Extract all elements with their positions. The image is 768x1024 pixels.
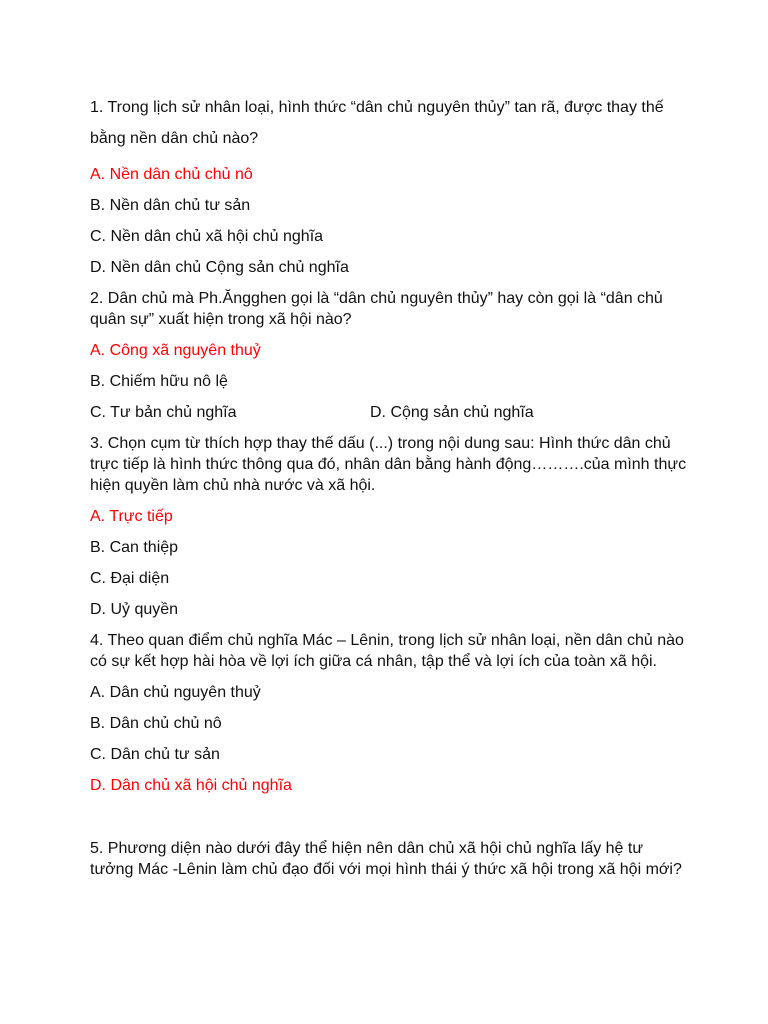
question-3-option-a: A. Trực tiếp [90,508,173,525]
question-1-option-c: C. Nền dân chủ xã hội chủ nghĩa [90,228,324,245]
question-2-option-d: D. Cộng sản chủ nghĩa [370,404,534,421]
question-5-prompt: 5. Phương diện nào dưới đây thể hiện nên dân chủ xã hội chủ nghĩa lấy hệ tư tưởng Mác -Lênin làm chủ đạo đối với mọi hình thái ý thức xã hội trong xã hội mới? [90,840,682,878]
question-4-prompt: 4. Theo quan điểm chủ nghĩa Mác – Lênin, trong lịch sử nhân loại, nền dân chủ nào có sự kết hợp hài hòa về lợi ích giữa cá nhân, tập thể và lợi ích của toàn xã hội. [90,632,684,670]
question-3-option-c: C. Đại diện [90,570,170,587]
question-2-options-row [90,402,690,423]
question-2-prompt: 2. Dân chủ mà Ph.Ăngghen gọi là “dân chủ nguyên thủy” hay còn gọi là “dân chủ quân sự” xuất hiện trong xã hội nào? [90,290,663,328]
question-1-option-d: D. Nền dân chủ Cộng sản chủ nghĩa [90,259,349,276]
question-4-option-a: A. Dân chủ nguyên thuỷ [90,684,261,701]
question-2-option-a: A. Công xã nguyên thuỷ [90,342,261,359]
question-2-option-c: C. Tư bản chủ nghĩa [90,404,237,421]
question-3-option-b: B. Can thiệp [90,539,179,556]
question-3-prompt: 3. Chọn cụm từ thích hợp thay thế dấu (...) trong nội dung sau: Hình thức dân chủ trực tiếp là hình thức thông qua đó, nhân dân bằng hành động……….của mình thực hiện quyền làm chủ nhà nước và xã hội. [90,435,687,494]
question-1-option-a: A. Nền dân chủ chủ nô [90,166,253,183]
question-2-option-b: B. Chiếm hữu nô lệ [90,373,228,390]
question-4-option-d: D. Dân chủ xã hội chủ nghĩa [90,777,292,794]
question-4-option-c: C. Dân chủ tư sản [90,746,220,763]
question-3-option-d: D. Uỷ quyền [90,601,179,618]
question-1-option-b: B. Nền dân chủ tư sản [90,197,251,214]
question-1-prompt: 1. Trong lịch sử nhân loại, hình thức “dân chủ nguyên thủy” tan rã, được thay thế bằng nền dân chủ nào? [90,99,664,147]
document-page [90,92,690,880]
question-4-option-b: B. Dân chủ chủ nô [90,715,222,732]
